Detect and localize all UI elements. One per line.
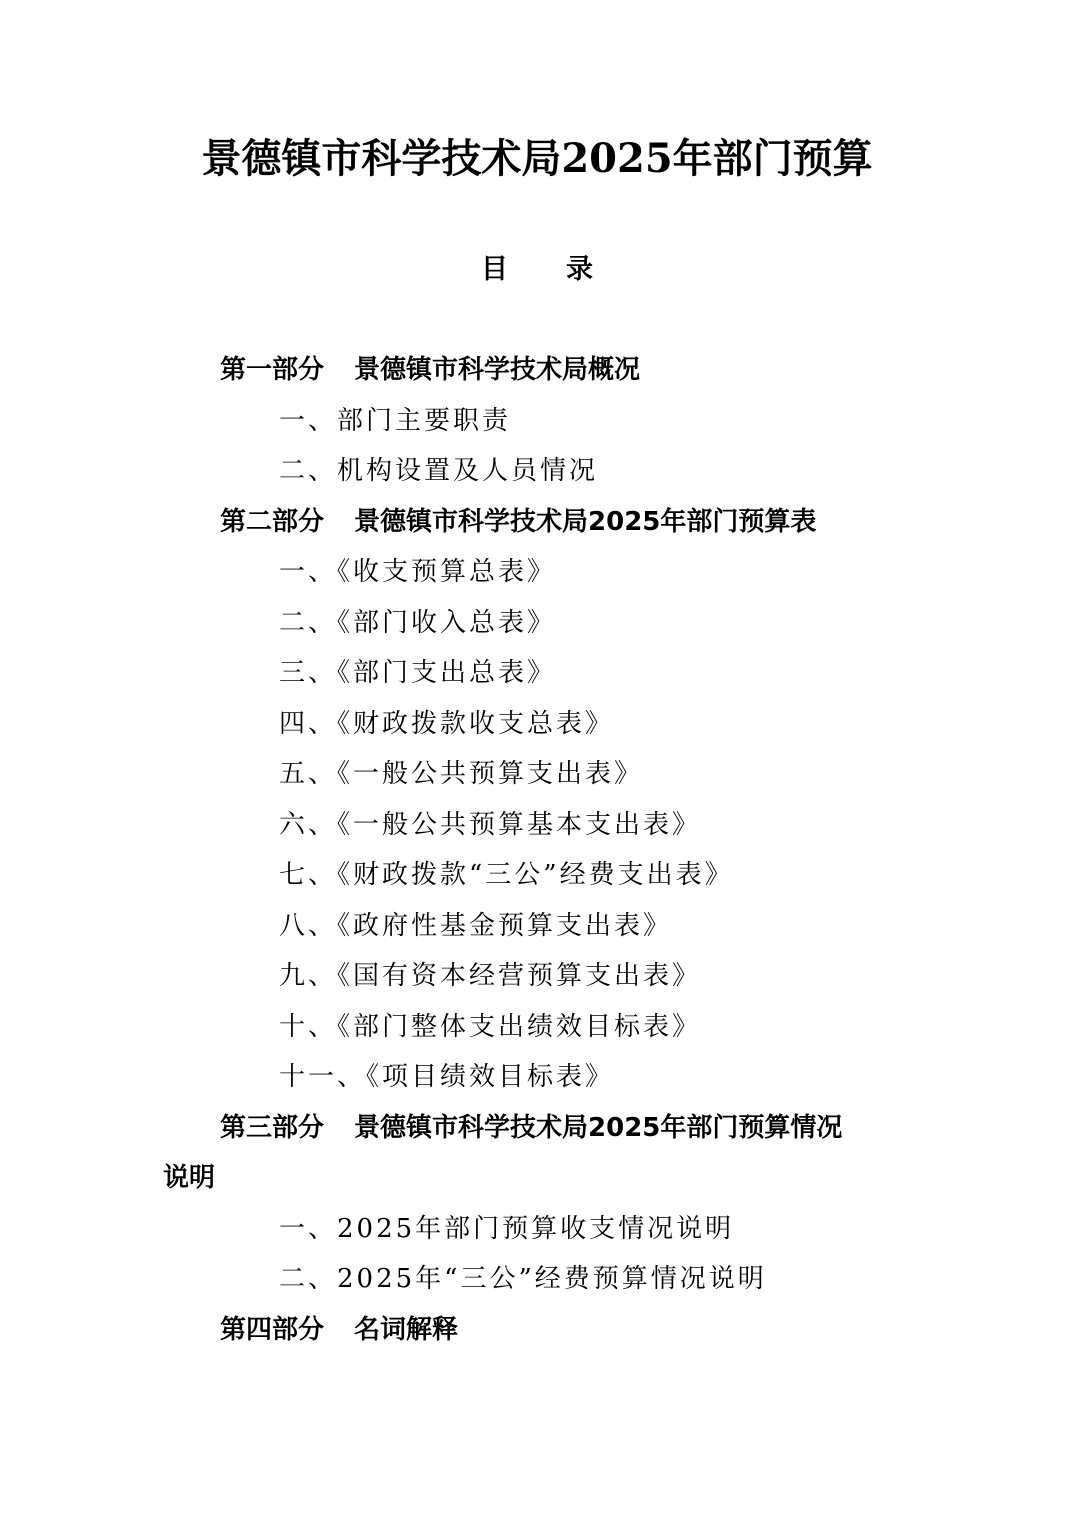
toc-item[interactable]: 四、《财政拨款收支总表》	[279, 708, 615, 739]
toc-item[interactable]: 二、2025年“三公”经费预算情况说明	[279, 1264, 767, 1294]
toc-item[interactable]: 二、机构设置及人员情况	[279, 456, 599, 486]
document-title: 景德镇市科学技术局2025年部门预算	[201, 135, 873, 182]
part-number: 第一部分	[220, 355, 325, 385]
toc-item[interactable]: 一、《收支预算总表》	[279, 557, 557, 587]
part-number: 第三部分	[220, 1112, 325, 1143]
toc-item[interactable]: 九、《国有资本经营预算支出表》	[279, 961, 702, 991]
toc-item[interactable]: 十、《部门整体支出绩效目标表》	[279, 1011, 702, 1042]
toc-part-2[interactable]	[0, 497, 1074, 548]
toc-heading: 目录	[481, 254, 651, 285]
toc-part-3-title-continuation[interactable]: 说明	[163, 1163, 216, 1193]
part-title: 景德镇市科学技术局概况	[354, 355, 641, 385]
toc-part-1[interactable]	[0, 345, 1074, 396]
toc-item[interactable]: 七、《财政拨款“三公”经费支出表》	[279, 860, 734, 890]
toc-item[interactable]: 一、2025年部门预算收支情况说明	[279, 1213, 735, 1244]
toc-part-3[interactable]	[0, 1103, 1074, 1154]
toc-item[interactable]: 十一、《项目绩效目标表》	[279, 1062, 615, 1092]
part-title: 景德镇市科学技术局2025年部门预算情况	[354, 1112, 843, 1143]
toc-part-4[interactable]	[0, 1305, 1074, 1356]
part-number: 第四部分	[220, 1314, 325, 1345]
toc-item[interactable]: 五、《一般公共预算支出表》	[279, 759, 644, 789]
table-of-contents	[0, 345, 1074, 1355]
part-title: 景德镇市科学技术局2025年部门预算表	[354, 506, 817, 537]
toc-item[interactable]: 三、《部门支出总表》	[279, 658, 557, 688]
toc-item[interactable]: 六、《一般公共预算基本支出表》	[279, 809, 702, 840]
toc-item[interactable]: 一、部门主要职责	[279, 405, 512, 436]
toc-item[interactable]: 二、《部门收入总表》	[279, 607, 557, 638]
part-title: 名词解释	[354, 1314, 459, 1345]
toc-item[interactable]: 八、《政府性基金预算支出表》	[279, 910, 673, 941]
part-number: 第二部分	[220, 506, 325, 537]
